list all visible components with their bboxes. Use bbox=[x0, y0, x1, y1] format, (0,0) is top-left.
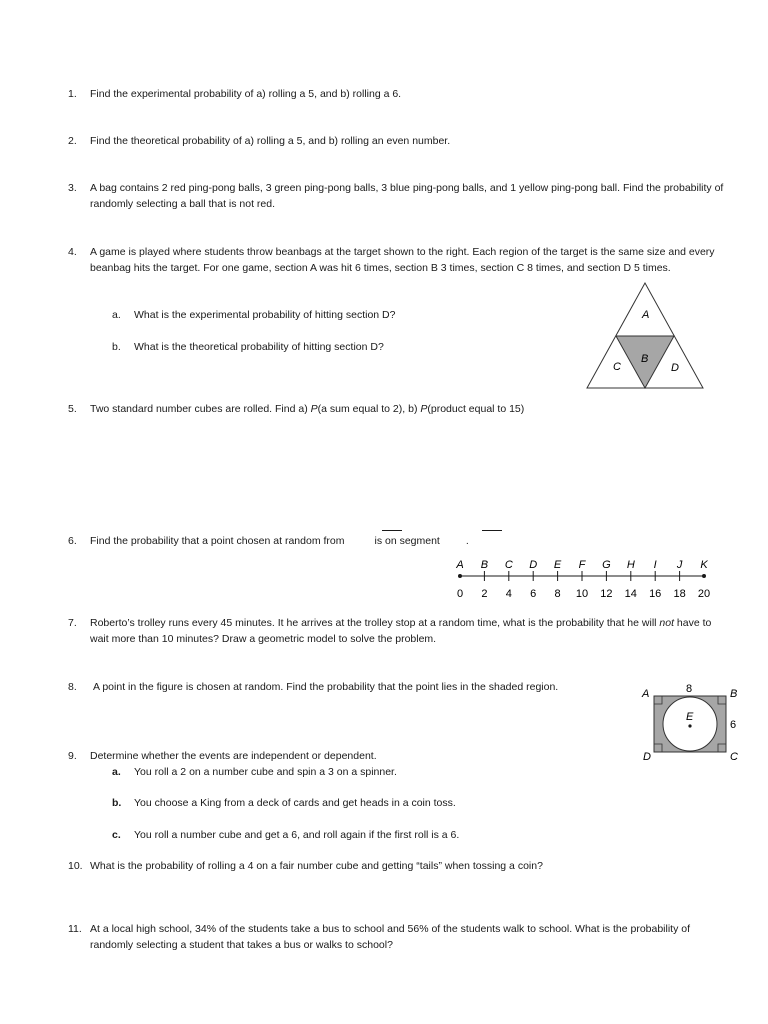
tick-value-label: 2 bbox=[481, 588, 488, 600]
question-number: 5. bbox=[68, 403, 77, 415]
tick-value-label: 6 bbox=[530, 588, 537, 600]
question-number: 4. bbox=[68, 246, 77, 258]
point-letter-label: K bbox=[700, 559, 708, 571]
point-letter-label: E bbox=[553, 559, 562, 571]
segment-overline-1 bbox=[382, 530, 402, 531]
tick-value-label: 8 bbox=[554, 588, 561, 600]
endpoint-dot bbox=[458, 574, 462, 578]
sub-text: What is the experimental probability of hitting section D? bbox=[134, 309, 396, 321]
question-text: At a local high school, 34% of the students take a bus to school and 56% of the students walk to school. What is the probability of randomly selecting a student that takes a bus or walks to school? bbox=[90, 923, 691, 951]
point-letter-label: H bbox=[626, 559, 635, 571]
region-c-label: C bbox=[613, 361, 621, 373]
tick-value-label: 12 bbox=[600, 588, 613, 600]
tick-value-label: 10 bbox=[575, 588, 589, 600]
sub-label: a. bbox=[112, 309, 121, 321]
question-number: 2. bbox=[68, 135, 77, 147]
center-point bbox=[688, 724, 691, 727]
point-letter-label: F bbox=[578, 559, 586, 571]
segment-overline-2 bbox=[482, 530, 502, 531]
probability-symbol: P bbox=[310, 403, 318, 415]
question-text: A game is played where students throw beanbags at the target shown to the right. Each region of the target is the same size and every beanbag hits the target. For one game, section A was hit 6 times, section B 3 times, section C 8 times, and section D 5 times. bbox=[90, 246, 715, 274]
region-a-label: A bbox=[642, 309, 650, 321]
corner-b-label: B bbox=[730, 688, 738, 700]
sub-text: What is the theoretical probability of hitting section D? bbox=[134, 341, 384, 353]
sub-text: You choose a King from a deck of cards and get heads in a coin toss. bbox=[134, 797, 456, 809]
corner-c-label: C bbox=[730, 751, 738, 763]
tick-value-label: 0 bbox=[456, 588, 464, 600]
question-number: 3. bbox=[68, 182, 77, 194]
text-part: is on segment bbox=[374, 535, 440, 547]
tick-value-label: 14 bbox=[624, 588, 637, 600]
number-line bbox=[450, 556, 714, 602]
text-part: Roberto’s trolley runs every 45 minutes. It he arrives at the trolley stop at a random time, what is the probability that he will bbox=[90, 617, 660, 629]
point-letter-label: A bbox=[456, 559, 464, 571]
question-text bbox=[90, 615, 730, 647]
point-letter-label: B bbox=[480, 559, 489, 571]
question-text: A bag contains 2 red ping-pong balls, 3 green ping-pong balls, 3 blue ping-pong balls, and 1 yellow ping-pong ball. Find the probability of randomly selecting a ball that is not red. bbox=[90, 182, 724, 210]
question-text: Determine whether the events are independent or dependent. bbox=[90, 750, 377, 762]
sub-label: c. bbox=[112, 829, 121, 841]
point-letter-label: G bbox=[602, 559, 611, 571]
question-number: 9. bbox=[68, 750, 77, 762]
triangle-target-figure bbox=[582, 280, 710, 392]
question-text bbox=[90, 533, 730, 549]
height-label: 6 bbox=[730, 719, 737, 731]
question-number: 1. bbox=[68, 88, 77, 100]
sub-text: You roll a 2 on a number cube and spin a 3 on a spinner. bbox=[134, 766, 397, 778]
text-part: have to wait more than 10 minutes? Draw a geometric model to solve the problem. bbox=[90, 617, 712, 645]
point-letter-label: J bbox=[676, 559, 683, 571]
question-number: 6. bbox=[68, 535, 77, 547]
question-text: A point in the figure is chosen at random. Find the probability that the point lies in the shaded region. bbox=[93, 681, 559, 693]
text-part: (product equal to 15) bbox=[427, 403, 525, 415]
endpoint-dot bbox=[702, 574, 706, 578]
region-b-label: B bbox=[641, 353, 649, 365]
sub-label: b. bbox=[112, 797, 122, 809]
tick-value-label: 18 bbox=[673, 588, 686, 600]
text-part: Find the probability that a point chosen at random from bbox=[90, 535, 345, 547]
text-part: Two standard number cubes are rolled. Find a) bbox=[90, 403, 311, 415]
text-part: . bbox=[465, 535, 469, 547]
question-number: 11. bbox=[68, 923, 82, 935]
unshaded-circle bbox=[663, 697, 717, 751]
emphasis: not bbox=[659, 617, 675, 629]
center-e-label: E bbox=[686, 711, 694, 723]
tick-value-label: 20 bbox=[697, 588, 711, 600]
question-text: What is the probability of rolling a 4 on a fair number cube and getting “tails” when tossing a coin? bbox=[90, 860, 543, 872]
corner-a-label: A bbox=[642, 688, 650, 700]
tick-value-label: 4 bbox=[505, 588, 512, 600]
point-letter-label: D bbox=[529, 559, 538, 571]
question-number: 7. bbox=[68, 617, 77, 629]
sub-label: a. bbox=[112, 766, 121, 778]
corner-d-label: D bbox=[643, 751, 651, 763]
question-text: Find the experimental probability of a) rolling a 5, and b) rolling a 6. bbox=[90, 88, 402, 100]
sub-text: You roll a number cube and get a 6, and roll again if the first roll is a 6. bbox=[134, 829, 460, 841]
question-text bbox=[90, 401, 730, 417]
question-number: 10. bbox=[68, 860, 83, 872]
probability-symbol: P bbox=[420, 403, 428, 415]
sub-label: b. bbox=[112, 341, 121, 353]
width-label: 8 bbox=[686, 683, 693, 695]
point-letter-label: C bbox=[504, 559, 513, 571]
question-number: 8. bbox=[68, 681, 77, 693]
question-text: Find the theoretical probability of a) rolling a 5, and b) rolling an even number. bbox=[90, 135, 451, 147]
point-letter-label: I bbox=[653, 559, 657, 571]
region-d-label: D bbox=[671, 362, 679, 374]
tick-value-label: 16 bbox=[649, 588, 662, 600]
text-part: (a sum equal to 2), b) bbox=[317, 403, 421, 415]
